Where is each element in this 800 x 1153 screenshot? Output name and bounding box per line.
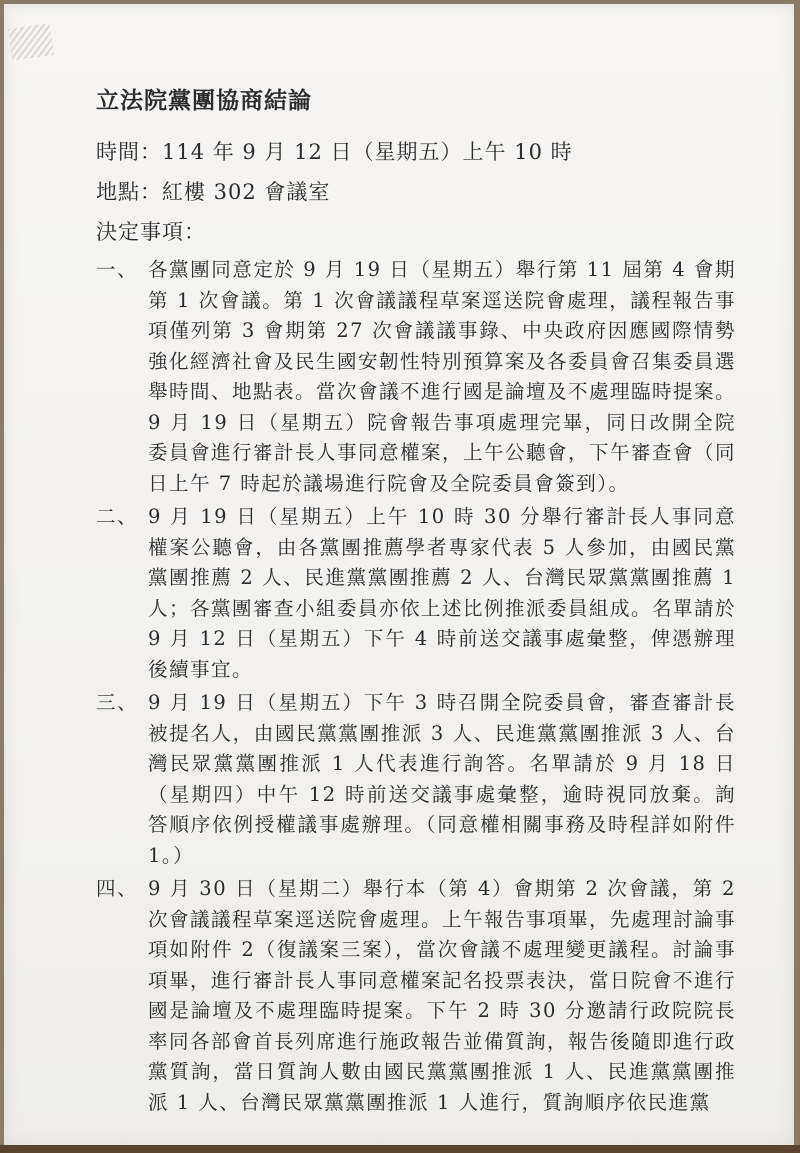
item-number: 三、 (96, 691, 139, 714)
item-text: 9 月 19 日（星期五）下午 3 時召開全院委員會，審查審計長被提名人，由國民黨黨團推派 3 人、民進黨黨團推派 3 人、台灣民眾黨黨團推派 1 人代表進行詢答。名單請於 9 月 18 日（星期四）中午 12 時前送交議事處彙整，逾時視同放棄。詢答順序依例授權議事處辦理。（同意權相關事務及時程詳如附件 1。） (148, 691, 736, 867)
item-text: 9 月 19 日（星期五）上午 10 時 30 分舉行審計長人事同意權案公聽會，由各黨團推薦學者專家代表 5 人參加，由國民黨黨團推薦 2 人、民進黨黨團推薦 2 人、台灣民眾黨黨團推薦 1 人；各黨團審查小組委員亦依上述比例推派委員組成。名單請於 9 月 12 日（星期五）下午 4 時前送交議事處彙整，俾憑辦理後續事宜。 (148, 505, 737, 681)
item-number: 四、 (96, 877, 139, 900)
decision-item (96, 874, 736, 1118)
decision-item (96, 255, 736, 499)
document-content (96, 84, 736, 1118)
decisions-label: 決定事項： (96, 220, 206, 244)
item-text: 各黨團同意定於 9 月 19 日（星期五）舉行第 11 屆第 4 會期第 1 次會議。第 1 次會議議程草案逕送院會處理，議程報告事項僅列第 3 會期第 27 次會議議事錄、中央政府因應國際情勢強化經濟社會及民生國安韌性特別預算案及各委員會召集委員選舉時間、地點表。當次會議不進行國是論壇及不處理臨時提案。9 月 19 日（星期五）院會報告事項處理完畢，同日改開全院委員會進行審計長人事同意權案，上午公聽會，下午審查會（同日上午 7 時起於議場進行院會及全院委員會簽到）。 (148, 258, 737, 495)
item-text: 9 月 30 日（星期二）舉行本（第 4）會期第 2 次會議，第 2 次會議議程草案逕送院會處理。上午報告事項畢，先處理討論事項如附件 2（復議案三案），當次會議不處理變更議程。討論事項畢，進行審計長人事同意權案記名投票表決，當日院會不進行國是論壇及不處理臨時提案。下午 2 時 30 分邀請行政院院長率同各部會首長列席進行施政報告並備質詢，報告後隨即進行政黨質詢，當日質詢人數由國民黨黨團推派 1 人、民進黨黨團推派 1 人、台灣民眾黨黨團推派 1 人進行，質詢順序依民進黨 (148, 877, 737, 1114)
item-number: 一、 (96, 258, 139, 281)
item-number: 二、 (96, 505, 139, 528)
meeting-time: 時間：114 年 9 月 12 日（星期五）上午 10 時 (96, 140, 573, 164)
meeting-location: 地點：紅樓 302 會議室 (96, 180, 331, 204)
desk-edge (0, 1145, 800, 1153)
staple-mark (8, 23, 54, 61)
decision-item (96, 502, 736, 685)
decision-item (96, 688, 736, 871)
document-page (4, 4, 794, 1146)
document-title: 立法院黨團協商結論 (96, 87, 312, 114)
